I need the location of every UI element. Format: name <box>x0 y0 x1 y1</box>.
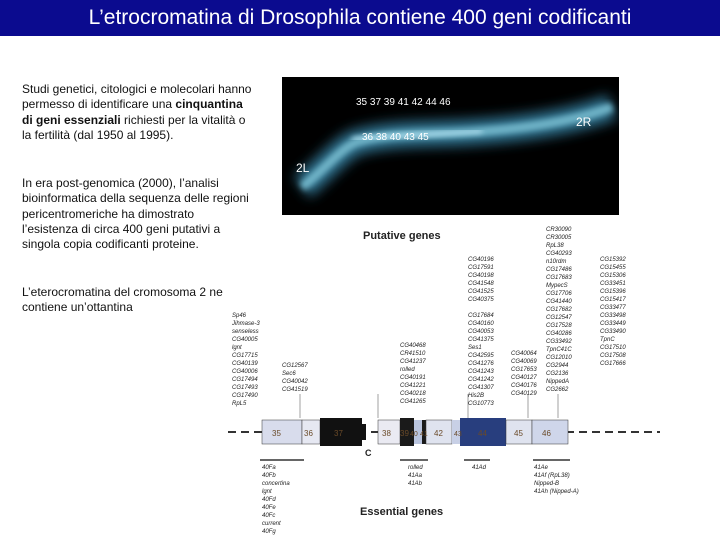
paragraph1-pre: Studi genetici, citologici e molecolari hanno permesso di identificare una <box>22 82 252 112</box>
band-label-39: 39 <box>400 429 409 438</box>
band-label-44: 44 <box>478 429 487 438</box>
band-label-40: 40 <box>410 431 418 438</box>
chromosome-micrograph <box>282 77 619 215</box>
paragraph-postgenomic: In era post-genomica (2000), l’analisi bioinformatica della sequenza delle regioni pericentromeriche ha dimostrato l’esistenza di circa 400 geni putativi a singola copia codificanti proteine. <box>22 176 249 252</box>
arm-label-2r: 2R <box>576 115 592 129</box>
essential-genes-col-4: 41Ae 41Af (RpL38) Nipped-B 41Ah (Nipped-A) <box>534 465 579 495</box>
band-label-35: 35 <box>272 429 281 438</box>
putative-genes-col-1: Sp46 Jihmase-3 senseless CG40005 lgnt CG17715 CG40139 CG40006 CG17494 CG17493 CG17490 RpL5 <box>232 313 260 407</box>
band-label-42: 42 <box>434 429 443 438</box>
putative-genes-title: Putative genes <box>363 230 441 242</box>
gene-map-diagram <box>228 222 660 537</box>
paragraph1-bold: cinquantina di geni essenziali <box>22 97 243 127</box>
putative-genes-col-7: CG15392 CG15455 CG15306 CG33451 CG15396 CG15417 CG33477 CG33498 CG33449 CG33490 TpnC CG17510 CG17508 CG17666 <box>600 257 626 367</box>
essential-genes-col-2: rolled 41Aa 41Ab <box>408 465 423 487</box>
putative-genes-col-5: CG40064 CG40069 CG17653 CG40127 CG40176 CG40129 <box>511 351 537 397</box>
band-label-38: 38 <box>382 429 391 438</box>
micrograph-band-labels-bottom: 36 38 40 43 45 <box>362 132 429 143</box>
band-label-43: 43 <box>454 431 462 438</box>
slide-title: L’etrocromatina di Drosophila contiene 400 geni codificanti <box>0 0 720 36</box>
paragraph1-post: richiesti per la vitalità o la fertilità (dal 1950 al 1995). <box>22 112 246 142</box>
putative-genes-col-4: CG40196 CG17591 CG40198 CG41548 CG41525 CG40375 CG17684 CG40160 CG40053 CG41375 Ses1 CG42595 CG41276 CG41243 CG41242 CG41307 His2B CG10773 <box>468 257 494 407</box>
essential-genes-title: Essential genes <box>360 506 444 518</box>
band-label-41: 41 <box>420 431 428 438</box>
band-label-37: 37 <box>334 429 343 438</box>
chromosome-band-map <box>228 394 660 490</box>
paragraph-essential-genes <box>22 82 252 143</box>
micrograph-band-labels-top: 35 37 39 41 42 44 46 <box>356 97 451 108</box>
putative-genes-col-6: CR30090 CR30005 RpL38 CG40293 n10rdm CG17486 CG17683 MypecS CG17706 CG41440 CG17682 CG12547 CG17528 CG40286 CG33492 TpnC41C CG12010 CG2944 CG2136 NippedA CG2662 <box>546 227 572 393</box>
band-label-45: 45 <box>514 429 523 438</box>
essential-genes-col-1: 40Fa 40Fb concertina lgnt 40Fd 40Fe 40Fc current 40Fg <box>262 465 290 535</box>
putative-genes-col-2: CG12567 Sec6 CG40042 CG41519 <box>282 363 308 393</box>
essential-genes-col-3: 41Ad <box>472 465 487 471</box>
arm-label-2l: 2L <box>296 161 310 175</box>
band-35 <box>262 420 302 444</box>
paragraph-chromosome2: L’eterocromatina del cromosoma 2 ne contiene un’ottantina <box>22 285 223 315</box>
centromere-label: C <box>365 448 372 458</box>
band-label-36: 36 <box>304 429 313 438</box>
putative-genes-col-3: CG40468 CR41510 CG41237 rolled CG40191 CG41221 CG40218 CG41265 <box>400 343 426 405</box>
band-label-46: 46 <box>542 429 551 438</box>
